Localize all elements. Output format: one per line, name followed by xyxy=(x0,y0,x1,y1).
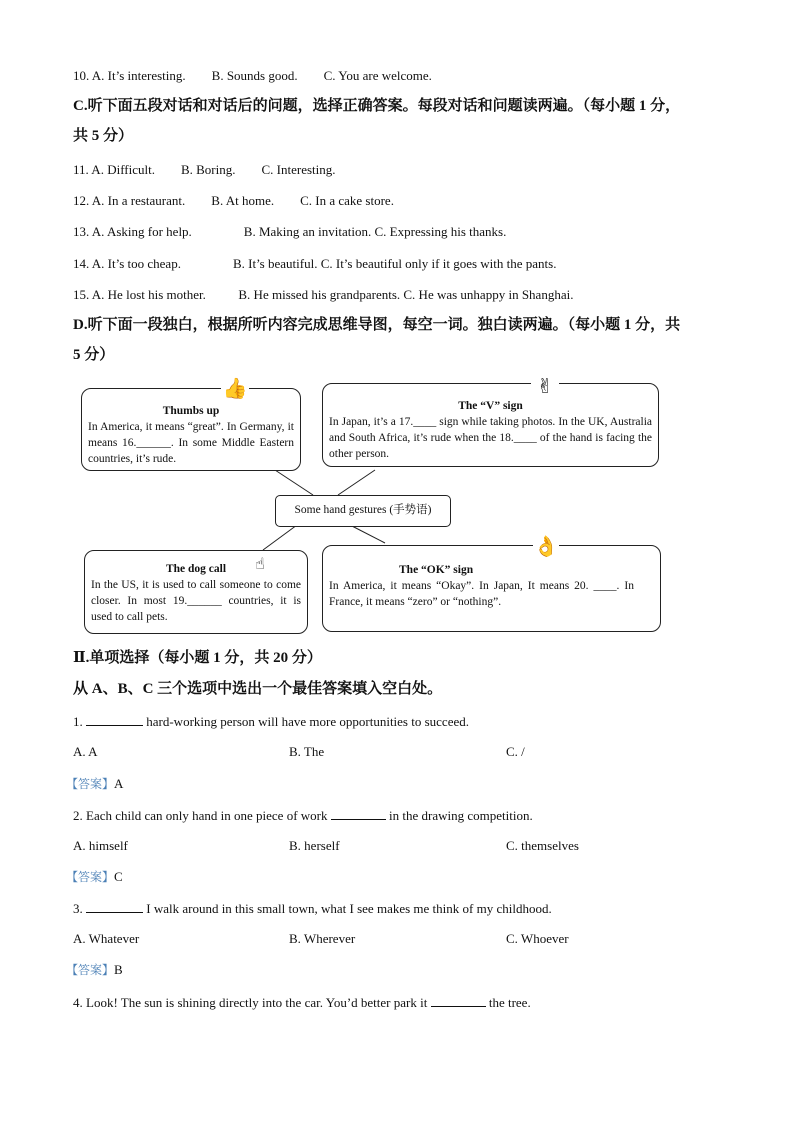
answer-blank xyxy=(86,713,143,726)
connector-v-sign xyxy=(338,470,375,495)
section-c-heading-cont: 共 5 分） xyxy=(73,128,134,144)
answer-blank xyxy=(86,900,143,913)
ok-sign-box xyxy=(322,545,661,632)
answer-blank xyxy=(431,994,486,1007)
center-topic: Some hand gestures (手势语) xyxy=(275,495,451,527)
connector-thumbs-up xyxy=(275,470,313,495)
section-c-heading: C.听下面五段对话和对话后的问题，选择正确答案。每段对话和问题读两遍。（每小题 1 分， xyxy=(73,98,681,114)
thumbs-up-title: Thumbs up xyxy=(162,405,220,417)
question-10-options: 10. A. It’s interesting. B. Sounds good. C. You are welcome. xyxy=(73,68,432,83)
question-1-number: 1. xyxy=(73,714,86,729)
ok-sign-text: In America, it means “Okay”. In Japan, It means 20. ____. In France, it means “zero” or “nothing”. xyxy=(329,580,634,608)
option-b: B. The xyxy=(289,744,325,759)
question-15: 15. A. He lost his mother. B. He missed his grandparents. C. He was unhappy in Shanghai. xyxy=(73,287,574,302)
victory-hand-icon: ✌ xyxy=(531,375,559,397)
section-ii-heading: Ⅱ.单项选择（每小题 1 分，共 20 分） xyxy=(73,650,322,666)
question-12: 12. A. In a restaurant. B. At home. C. In a cake store. xyxy=(73,193,394,208)
answer-tag: 【答案】 xyxy=(66,870,115,884)
question-4 xyxy=(73,994,531,1011)
section-ii-instruction: 从 A、B、C 三个选项中选出一个最佳答案填入空白处。 xyxy=(73,681,443,697)
question-2-text-pre: 2. Each child can only hand in one piece of work xyxy=(73,808,331,823)
question-3-options xyxy=(73,931,733,947)
answer-tag: 【答案】 xyxy=(66,963,115,977)
question-3-text: I walk around in this small town, what I see makes me think of my childhood. xyxy=(143,901,552,916)
option-a: A. himself xyxy=(73,838,128,853)
option-b: B. herself xyxy=(289,838,340,853)
thumbs-up-box xyxy=(81,388,301,471)
v-sign-text: In Japan, it’s a 17.____ sign while taking photos. In the UK, Australia and South Africa, it’s rude when the 18.____ of the hand is facing the other person. xyxy=(329,416,652,460)
answer-blank xyxy=(331,807,386,820)
thumbs-up-text: In America, it means “great”. In Germany, it means 16.______. In some Middle Eastern countries, it’s rude. xyxy=(88,421,294,465)
option-a: A. Whatever xyxy=(73,931,140,946)
question-3-answer xyxy=(66,962,123,978)
question-3 xyxy=(73,900,552,917)
question-1-options xyxy=(73,744,733,760)
question-2-text-post: in the drawing competition. xyxy=(385,808,533,823)
question-1-text: hard-working person will have more opportunities to succeed. xyxy=(143,714,469,729)
dog-call-text: In the US, it is used to call someone to come closer. In most 19.______ countries, it is used to call pets. xyxy=(91,579,301,623)
answer-value: A xyxy=(114,776,124,791)
section-d-heading-cont: 5 分） xyxy=(73,347,115,363)
question-4-text-pre: 4. Look! The sun is shining directly into the car. You’d better park it xyxy=(73,995,431,1010)
beckoning-hand-icon: ☝ xyxy=(247,553,273,575)
option-c: C. themselves xyxy=(506,838,579,853)
connector-ok-sign xyxy=(350,525,385,543)
question-2-options xyxy=(73,838,733,854)
question-13: 13. A. Asking for help. B. Making an invitation. C. Expressing his thanks. xyxy=(73,224,507,239)
question-1 xyxy=(73,713,469,730)
question-3-number: 3. xyxy=(73,901,86,916)
question-11: 11. A. Difficult. B. Boring. C. Interesting. xyxy=(73,162,336,177)
option-b: B. Wherever xyxy=(289,931,356,946)
thumbs-up-icon: 👍 xyxy=(222,376,248,400)
ok-hand-icon: 👌 xyxy=(533,534,559,558)
connector-dog-call xyxy=(263,525,297,550)
option-c: C. Whoever xyxy=(506,931,569,946)
option-c: C. / xyxy=(506,744,525,759)
question-4-text-post: the tree. xyxy=(485,995,531,1010)
dog-call-box xyxy=(84,550,308,634)
answer-value: C xyxy=(114,869,123,884)
question-1-answer xyxy=(66,776,123,792)
dog-call-title: The dog call xyxy=(165,563,227,575)
v-sign-title: The “V” sign xyxy=(458,400,523,412)
option-a: A. A xyxy=(73,744,98,759)
question-14: 14. A. It’s too cheap. B. It’s beautiful. C. It’s beautiful only if it goes with the pants. xyxy=(73,256,557,271)
section-d-heading: D.听下面一段独白，根据所听内容完成思维导图，每空一词。独白读两遍。（每小题 1 分，共 xyxy=(73,317,681,333)
answer-value: B xyxy=(114,962,123,977)
ok-sign-title: The “OK” sign xyxy=(399,564,474,576)
answer-tag: 【答案】 xyxy=(66,777,115,791)
question-2-answer xyxy=(66,869,123,885)
v-sign-box xyxy=(322,383,659,467)
question-2 xyxy=(73,807,533,824)
mind-map xyxy=(75,375,675,640)
